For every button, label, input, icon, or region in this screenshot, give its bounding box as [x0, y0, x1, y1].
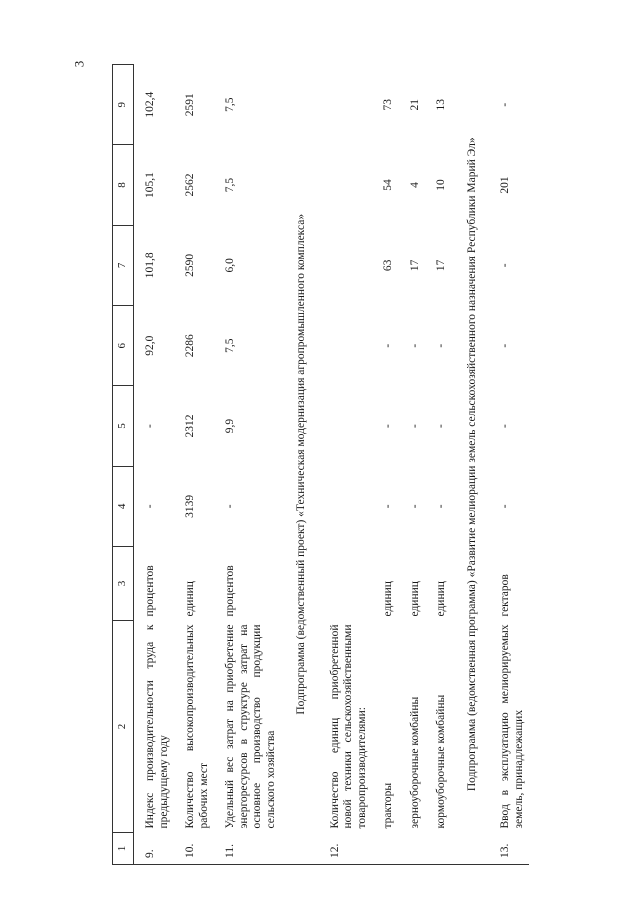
- value-cell: -: [499, 102, 511, 107]
- indicator-name: зерноуборочные комбайны: [408, 696, 421, 829]
- unit: единиц: [382, 581, 394, 617]
- value-cell: -: [408, 343, 421, 348]
- indicator-name: Удельный вес затрат на приобретение энергоресурсов в структуре затрат на основное производство продукции сельского хозяйства: [224, 624, 277, 829]
- table-row: [372, 65, 399, 865]
- table-row: [399, 65, 426, 865]
- indicator-name: тракторы: [382, 782, 394, 829]
- col-header: 2: [113, 621, 134, 833]
- col-header: 1: [113, 833, 134, 865]
- indicator-name: Индекс производительности труда к предыдущему году: [144, 624, 170, 829]
- value-cell: -: [408, 424, 421, 428]
- value-cell: -: [435, 343, 447, 348]
- col-header: 3: [113, 547, 134, 621]
- indicator-name: кормоуборочные комбайны: [435, 694, 447, 829]
- value-cell: 101,8: [144, 252, 156, 279]
- unit: единиц: [408, 581, 421, 617]
- value-cell: -: [382, 343, 394, 348]
- value-cell: 17: [435, 259, 447, 272]
- value-cell: 17: [408, 259, 421, 272]
- col-header: 7: [113, 225, 134, 305]
- unit: [319, 547, 373, 621]
- unit: процентов: [144, 565, 156, 617]
- indicator-name: Ввод в эксплуатацию мелиорируемых земель, принадлежащих: [499, 624, 525, 829]
- row-number: 10.: [184, 843, 196, 858]
- subprogram-heading: Подпрограмма (ведомственная программа) «Развитие мелиорации земель сельскохозяйственного назначения Республики Марий Эл»: [465, 137, 478, 792]
- empty-cell: [425, 833, 452, 865]
- value-cell: -: [382, 504, 394, 509]
- table-row: [214, 65, 281, 865]
- subprogram-heading-row: [281, 65, 319, 865]
- row-number: 13.: [499, 843, 511, 858]
- value-cell: 2591: [184, 93, 196, 117]
- indicator-name: Количество единиц приобретенной новой техники сельскохозяйственными товаропроизводителями:: [328, 624, 368, 829]
- value-cell: 105,1: [144, 172, 156, 198]
- col-header: 9: [113, 65, 134, 145]
- subprogram-heading-row: [452, 65, 490, 865]
- value-cell: -: [499, 504, 511, 509]
- table-row: [425, 65, 452, 865]
- value-cell: -: [435, 504, 447, 509]
- value-cell: 2562: [184, 173, 196, 197]
- value-cell: 3139: [184, 494, 196, 518]
- col-header: 8: [113, 145, 134, 225]
- value-cell: 201: [499, 176, 511, 194]
- value-cell: 73: [382, 98, 394, 111]
- empty-cell: [399, 833, 426, 865]
- value-cell: 9,9: [224, 418, 236, 434]
- col-header: 6: [113, 306, 134, 386]
- value-cell: -: [382, 424, 394, 428]
- row-number: 12.: [328, 843, 341, 858]
- value-cell: -: [144, 424, 156, 428]
- value-cell: 6,0: [224, 258, 236, 273]
- table-row: [489, 65, 529, 865]
- unit: единиц: [184, 581, 196, 617]
- value-cell: -: [499, 343, 511, 348]
- table-row: [319, 65, 373, 865]
- indicators-table: [112, 64, 529, 865]
- value-cell: 2286: [184, 334, 196, 358]
- value-cell: 21: [408, 98, 421, 111]
- value-cell: -: [499, 424, 511, 428]
- table-row: [134, 65, 175, 865]
- unit: единиц: [435, 581, 447, 617]
- value-cell: 7,5: [224, 338, 236, 353]
- value-cell: 4: [408, 182, 421, 188]
- value-cell: -: [144, 504, 156, 509]
- value-cell: 63: [382, 259, 394, 272]
- unit: гектаров: [499, 574, 511, 617]
- empty-cell: [372, 833, 399, 865]
- page-number: 3: [71, 60, 87, 68]
- row-number: 11.: [224, 844, 236, 858]
- value-cell: -: [435, 424, 447, 428]
- col-header: 5: [113, 386, 134, 466]
- indicators-table-wrapper: [112, 65, 582, 865]
- value-cell: 92,0: [144, 335, 156, 356]
- value-cell: 13: [435, 98, 447, 111]
- col-header: 4: [113, 466, 134, 546]
- row-number: 9.: [144, 849, 156, 858]
- header-row: [113, 65, 134, 865]
- indicator-name: Количество высокопроизводительных рабочих мест: [184, 624, 210, 829]
- table-row: [174, 65, 214, 865]
- value-cell: 7,5: [224, 97, 236, 112]
- value-cell: -: [408, 504, 421, 509]
- value-cell: -: [224, 504, 236, 509]
- subprogram-heading: Подпрограмма (ведомственный проект) «Техническая модернизация агропромышленного комплекса»: [295, 213, 307, 715]
- value-cell: 102,4: [144, 91, 156, 118]
- rotated-container: [112, 65, 525, 858]
- value-cell: 2590: [184, 253, 196, 277]
- value-cell: 54: [382, 179, 394, 191]
- value-cell: 2312: [184, 414, 196, 438]
- value-cell: 10: [435, 179, 447, 191]
- value-cell: -: [499, 263, 511, 268]
- unit: процентов: [224, 565, 236, 617]
- value-cell: 7,5: [224, 177, 236, 193]
- empty-cell: [319, 65, 373, 547]
